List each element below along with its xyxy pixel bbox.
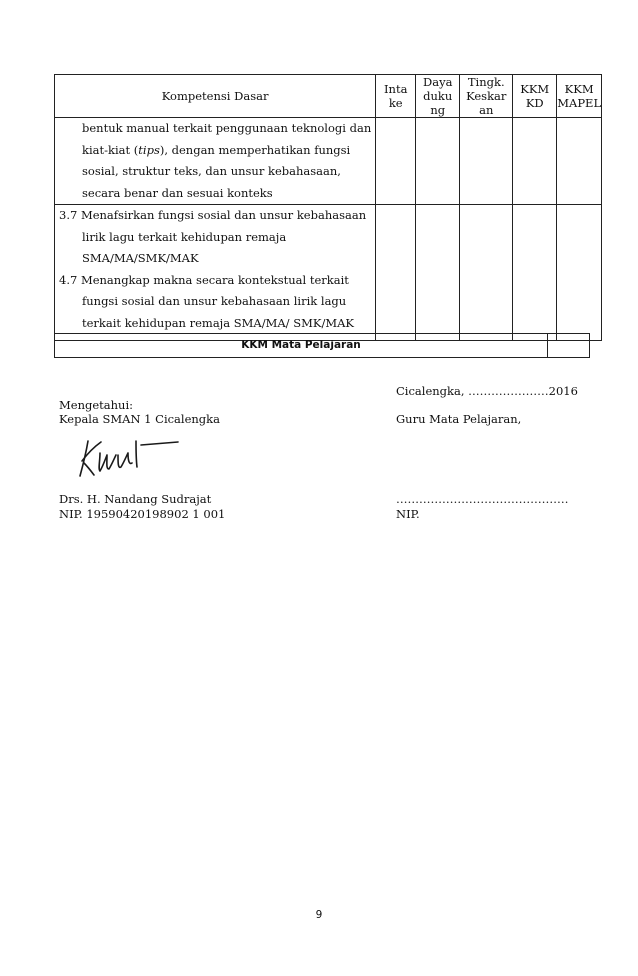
kd-line: SMA/MA/SMK/MAK [82, 251, 199, 265]
table-row [55, 118, 602, 205]
header-kkm-kd: KKM KD [513, 75, 557, 118]
table-row [55, 205, 602, 341]
daya-dukung-cell [416, 118, 460, 205]
kkm-mapel-cell [557, 118, 602, 205]
principal-signature [74, 433, 184, 479]
place-date: Cicalengka, …………………2016 [396, 384, 578, 398]
principal-nip: NIP. 19590420198902 1 001 [59, 507, 226, 521]
kesukaran-cell [460, 118, 513, 205]
principal-name: Drs. H. Nandang Sudrajat [59, 492, 212, 506]
kkm-kd-cell [513, 118, 557, 205]
kd-line: lirik lagu terkait kehidupan remaja [82, 229, 287, 244]
header-kompetensi-dasar: Kompetensi Dasar [55, 75, 376, 118]
kompetensi-dasar-table [54, 74, 602, 341]
kkm-mapel-cell [557, 205, 602, 341]
kd-text-cell [55, 205, 376, 341]
kd-line: 4.7 Menangkap makna secara kontekstual terkait [59, 272, 349, 287]
kkm-mata-pelajaran-row [54, 333, 590, 358]
kd-line: bentuk manual terkait penggunaan teknologi dan [82, 121, 372, 135]
kd-line: sosial, struktur teks, dan unsur kebahasaan, [82, 164, 341, 178]
kd-text-cell [55, 118, 376, 205]
teacher-title: Guru Mata Pelajaran, [396, 412, 522, 426]
kkm-mata-pelajaran-value [547, 334, 589, 357]
page-number: 9 [315, 909, 323, 921]
header-kkm-mapel: KKM MAPEL [557, 75, 602, 118]
teacher-nip: NIP. [396, 507, 420, 521]
kd-line: 3.7 Menafsirkan fungsi sosial dan unsur kebahasaan [59, 208, 367, 222]
header-intake: Inta ke [376, 75, 416, 118]
kd-line: fungsi sosial dan unsur kebahasaan lirik lagu [82, 294, 347, 308]
header-daya-dukung: Daya duku ng [416, 75, 460, 118]
kd-line: terkait kehidupan remaja SMA/MA/ SMK/MAK [82, 315, 354, 330]
daya-dukung-cell [416, 205, 460, 341]
acknowledged-label: Mengetahui: [59, 398, 133, 412]
kesukaran-cell [460, 205, 513, 341]
table-header-row [55, 75, 602, 118]
kkm-mata-pelajaran-label: KKM Mata Pelajaran [241, 339, 361, 351]
teacher-name: ……………………………………… [396, 492, 569, 506]
intake-cell [376, 205, 416, 341]
principal-title: Kepala SMAN 1 Cicalengka [59, 412, 220, 426]
intake-cell [376, 118, 416, 205]
kd-line: kiat-kiat (tips), dengan memperhatikan fungsi [82, 142, 351, 157]
header-tingkat-kesukaran: Tingk. Keskar an [460, 75, 513, 118]
kd-line: secara benar dan sesuai konteks [82, 185, 273, 200]
kkm-kd-cell [513, 205, 557, 341]
